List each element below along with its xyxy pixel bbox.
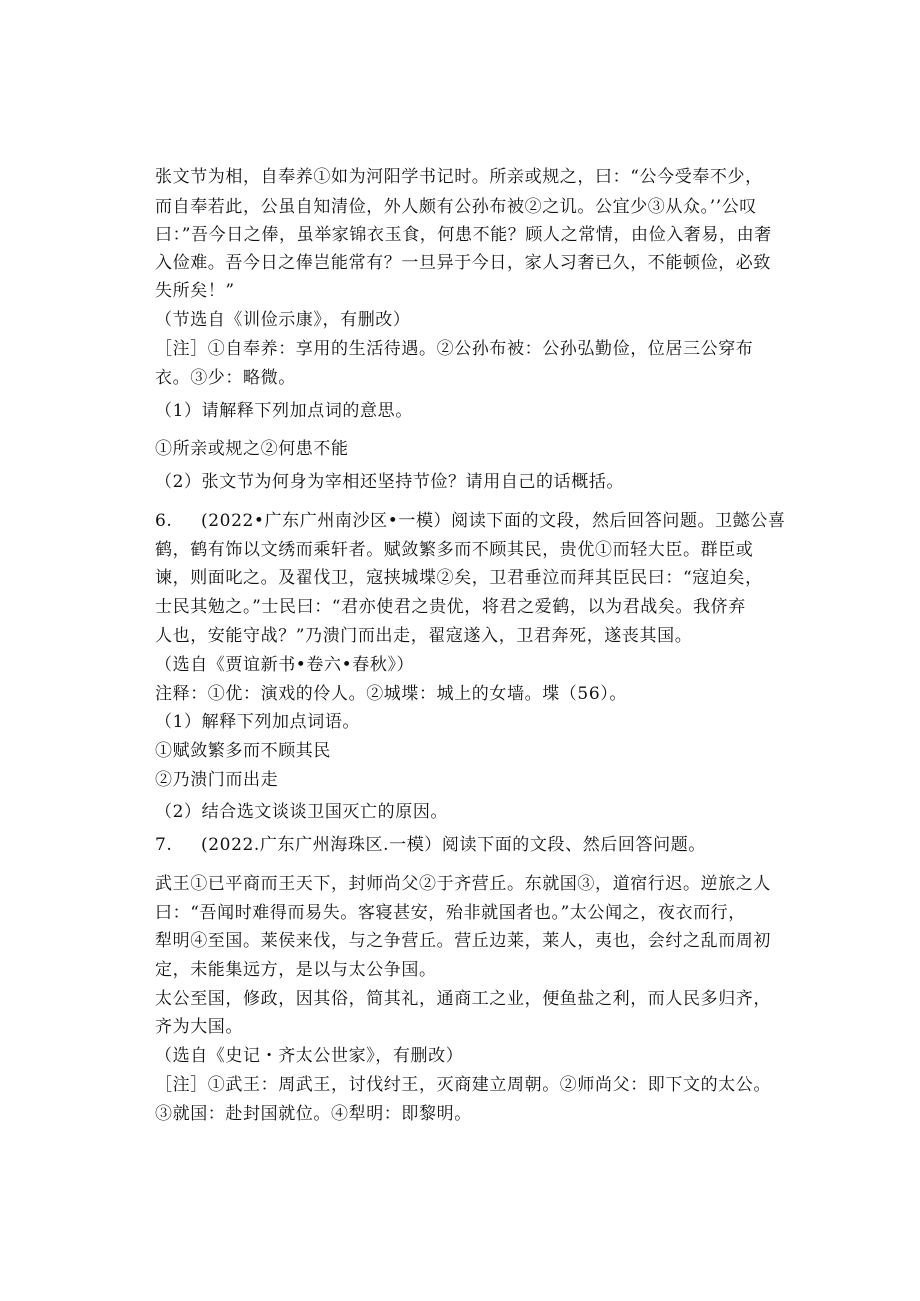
passage-line: 犁明④至国。莱侯来伐，与之争营丘。营丘边莱，莱人，夷也，会纣之乱而周初 (155, 931, 771, 951)
subquestion-2: （2）结合选文谈谈卫国灭亡的原因。 (155, 802, 449, 822)
passage-line: 张文节为相，自奉养①如为河阳学书记时。所亲或规之，曰：“公今受奉不少， (155, 167, 763, 187)
question-7-first-line: (2022.广东广州海珠区.一模）阅读下面的文段、然后回答问题。 (201, 835, 706, 855)
subquestion-1-item: ②乃溃门而出走 (155, 770, 279, 790)
passage-line: 鹤，鹤有饰以文绣而乘轩者。赋敛繁多而不顾其民，贵优①而轻大臣。群臣或 (155, 540, 754, 560)
question-number: 7. (155, 835, 173, 855)
subquestion-1: （1）请解释下列加点词的意思。 (155, 401, 413, 421)
annotation-note: ［注］①武王：周武王，讨伐纣王，灭商建立周朝。②师尚父：即下文的太公。 (155, 1075, 771, 1095)
passage-line: 武王①已平商而王天下，封师尚父②于齐营丘。东就国③，道宿行迟。逆旅之人 (155, 874, 771, 894)
passage-line: 谏，则面叱之。及翟伐卫，寇挟城堞②矣，卫君垂泣而拜其臣民曰：“寇迫矣， (155, 568, 763, 588)
source-citation: （选自《史记・齐太公世家》，有删改） (155, 1046, 464, 1066)
question-number: 6. (155, 511, 173, 531)
subquestion-1-item: ①赋敛繁多而不顾其民 (155, 741, 331, 761)
annotation-note: 注释：①优：演戏的伶人。②城堞：城上的女墙。堞（56）。 (155, 684, 627, 704)
annotation-note: 衣。③少：略微。 (155, 368, 296, 388)
passage-line: 齐为大国。 (155, 1017, 243, 1037)
annotation-note: ③就国：赴封国就位。④犁明：即黎明。 (155, 1104, 472, 1124)
question-6-heading (155, 510, 786, 532)
subquestion-2: （2）张文节为何身为宰相还坚持节俭？请用自己的话概括。 (155, 472, 625, 492)
subquestion-1: （1）解释下列加点词语。 (155, 712, 361, 732)
passage-line: 人也，安能守战？”乃溃门而出走，翟寇遂入，卫君奔死，遂丧其国。 (155, 626, 693, 646)
source-citation: （节选自《训俭示康》，有删改） (155, 310, 411, 330)
passage-line: 士民其勉之。”士民曰：“君亦使君之贵优，将君之爱鹤，以为君战矣。我侪弃 (155, 597, 746, 617)
question-6-first-line: (2022•广东广州南沙区•一模）阅读下面的文段，然后回答问题。卫懿公喜 (201, 511, 786, 531)
subquestion-1-words: ①所亲或规之②何患不能 (155, 439, 349, 459)
passage-line: 曰：”吾今日之俸，虽举家锦衣玉食，何患不能？顾人之常情，由俭入奢易，由奢 (155, 225, 772, 245)
annotation-note: ［注］①自奉养：享用的生活待遇。②公孙布被：公孙弘勤俭，位居三公穿布 (155, 339, 754, 359)
passage-line: 太公至国，修政，因其俗，简其礼，通商工之业，便鱼盐之利，而人民多归齐， (155, 989, 771, 1009)
passage-line: 入俭难。吾今日之俸岂能常有？一旦异于今日，家人习奢已久，不能顿俭，必致 (155, 253, 771, 273)
passage-line: 而自奉若此，公虽自知清俭，外人颇有公孙布被②之讥。公宜少③从众。’’公叹 (155, 197, 757, 217)
passage-line: 曰：“吾闻时难得而易失。客寝甚安，殆非就国者也。”太公闻之，夜衣而行， (155, 903, 746, 923)
passage-line: 失所矣！” (155, 281, 235, 301)
question-7-heading (155, 834, 706, 856)
passage-line: 定，未能集远方，是以与太公争国。 (155, 960, 437, 980)
source-citation: （选自《贾谊新书•卷六•春秋》） (155, 655, 415, 675)
